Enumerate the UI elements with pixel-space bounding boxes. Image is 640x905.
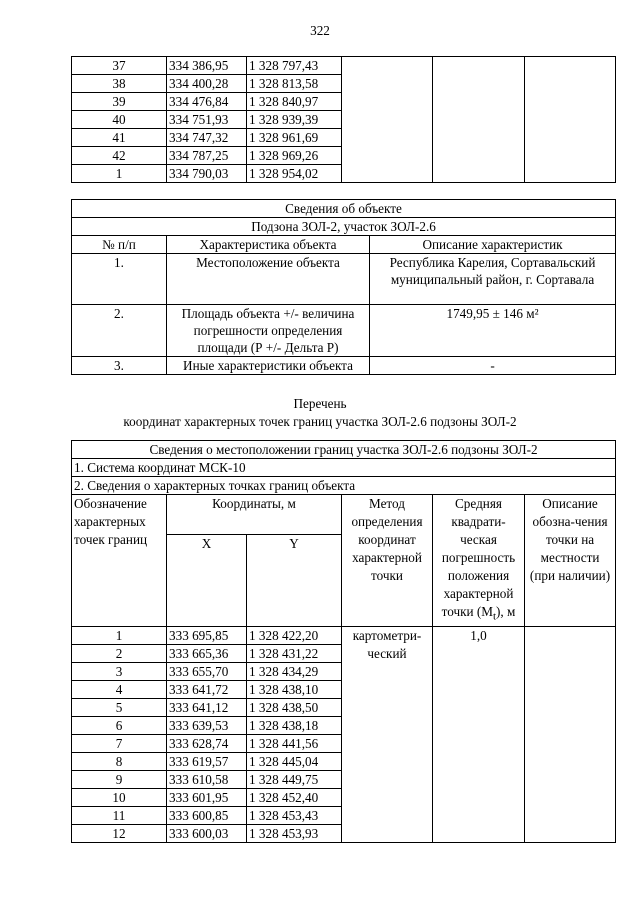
point-number: 38	[72, 75, 167, 93]
header-description: Описание характеристик	[370, 236, 616, 254]
coord-y: 1 328 961,69	[247, 129, 342, 147]
row-desc: -	[370, 357, 616, 375]
coord-x: 333 695,85	[167, 626, 247, 644]
coord-x: 334 787,25	[167, 147, 247, 165]
coord-y: 1 328 813,58	[247, 75, 342, 93]
point-number: 4	[72, 680, 167, 698]
coord-y: 1 328 969,26	[247, 147, 342, 165]
row-name: Иные характеристики объекта	[167, 357, 370, 375]
coord-x: 333 600,85	[167, 806, 247, 824]
coord-y: 1 328 438,18	[247, 716, 342, 734]
coord-x: 334 400,28	[167, 75, 247, 93]
coord-x: 333 600,03	[167, 824, 247, 842]
point-number: 1	[72, 626, 167, 644]
coord-x: 334 747,32	[167, 129, 247, 147]
point-number: 6	[72, 716, 167, 734]
object-info-table	[71, 199, 616, 375]
point-number: 7	[72, 734, 167, 752]
coord-y: 1 328 445,04	[247, 752, 342, 770]
coord-y: 1 328 453,43	[247, 806, 342, 824]
coord-x: 334 790,03	[167, 165, 247, 183]
row-num: 2.	[72, 305, 167, 357]
header-error-text: Средняя квадрати-ческая погрешность положения характерной точки (M	[441, 496, 516, 619]
header-characteristic: Характеристика объекта	[167, 236, 370, 254]
coord-y: 1 328 954,02	[247, 165, 342, 183]
coord-x: 333 641,12	[167, 698, 247, 716]
empty-description	[525, 57, 616, 183]
table-row	[72, 57, 616, 75]
point-number: 41	[72, 129, 167, 147]
coord-x: 333 641,72	[167, 680, 247, 698]
coord-y: 1 328 797,43	[247, 57, 342, 75]
empty-description	[525, 626, 616, 842]
point-number: 42	[72, 147, 167, 165]
boundary-title: Сведения о местоположении границ участка ЗОЛ-2.6 подзоны ЗОЛ-2	[72, 441, 616, 459]
row-name: Местоположение объекта	[167, 254, 370, 305]
coord-y: 1 328 840,97	[247, 93, 342, 111]
coord-x: 333 601,95	[167, 788, 247, 806]
header-designation: Обозначение характерных точек границ	[72, 495, 167, 627]
point-number: 39	[72, 93, 167, 111]
point-number: 1	[72, 165, 167, 183]
header-coordinates: Координаты, м	[167, 495, 342, 535]
header-method: Метод определения координат характерной точки	[342, 495, 433, 627]
header-error-subscript: t	[492, 610, 497, 623]
coord-y: 1 328 453,93	[247, 824, 342, 842]
object-info-title: Сведения об объекте	[72, 200, 616, 218]
row-desc: Республика Карелия, Сортавальский муниципальный район, г. Сортавала	[370, 254, 616, 305]
empty-error	[433, 57, 525, 183]
point-number: 8	[72, 752, 167, 770]
coord-x: 333 655,70	[167, 662, 247, 680]
coord-x: 334 751,93	[167, 111, 247, 129]
point-number: 5	[72, 698, 167, 716]
coord-x: 333 619,57	[167, 752, 247, 770]
row-name: Площадь объекта +/- величина погрешности определения площади (Р +/- Дельта Р)	[167, 305, 370, 357]
error-value: 1,0	[433, 626, 525, 842]
coord-y: 1 328 452,40	[247, 788, 342, 806]
page-number: 322	[310, 23, 330, 38]
header-num: № п/п	[72, 236, 167, 254]
header-error-tail: ), м	[496, 604, 516, 619]
table-row	[72, 626, 616, 644]
coord-x: 333 665,36	[167, 644, 247, 662]
list-title-line1: Перечень	[293, 396, 347, 411]
header-y: Y	[247, 534, 342, 626]
coord-y: 1 328 939,39	[247, 111, 342, 129]
row-num: 3.	[72, 357, 167, 375]
method-value: картометри-ческий	[342, 626, 433, 842]
boundary-coordinates-table	[71, 440, 616, 843]
point-number: 10	[72, 788, 167, 806]
coord-y: 1 328 438,10	[247, 680, 342, 698]
point-number: 3	[72, 662, 167, 680]
coord-y: 1 328 431,22	[247, 644, 342, 662]
point-number: 40	[72, 111, 167, 129]
coord-y: 1 328 449,75	[247, 770, 342, 788]
coord-y: 1 328 422,20	[247, 626, 342, 644]
list-title	[0, 395, 640, 431]
coord-y: 1 328 441,56	[247, 734, 342, 752]
point-number: 9	[72, 770, 167, 788]
header-error	[433, 495, 525, 627]
points-section-title: 2. Сведения о характерных точках границ объекта	[72, 477, 616, 495]
coord-x: 333 628,74	[167, 734, 247, 752]
coordinates-table-continued	[71, 56, 616, 183]
coord-x: 333 639,53	[167, 716, 247, 734]
list-title-line2: координат характерных точек границ участка ЗОЛ-2.6 подзоны ЗОЛ-2	[123, 414, 517, 429]
point-number: 12	[72, 824, 167, 842]
row-num: 1.	[72, 254, 167, 305]
coord-y: 1 328 434,29	[247, 662, 342, 680]
coord-x: 334 476,84	[167, 93, 247, 111]
empty-method	[342, 57, 433, 183]
coord-y: 1 328 438,50	[247, 698, 342, 716]
header-point-description: Описание обозна-чения точки на местности (при наличии)	[525, 495, 616, 627]
point-number: 2	[72, 644, 167, 662]
point-number: 37	[72, 57, 167, 75]
coord-x: 334 386,95	[167, 57, 247, 75]
header-x: X	[167, 534, 247, 626]
object-info-subtitle: Подзона ЗОЛ-2, участок ЗОЛ-2.6	[72, 218, 616, 236]
coord-x: 333 610,58	[167, 770, 247, 788]
point-number: 11	[72, 806, 167, 824]
coordinate-system: 1. Система координат МСК-10	[72, 459, 616, 477]
row-desc: 1749,95 ± 146 м²	[370, 305, 616, 357]
